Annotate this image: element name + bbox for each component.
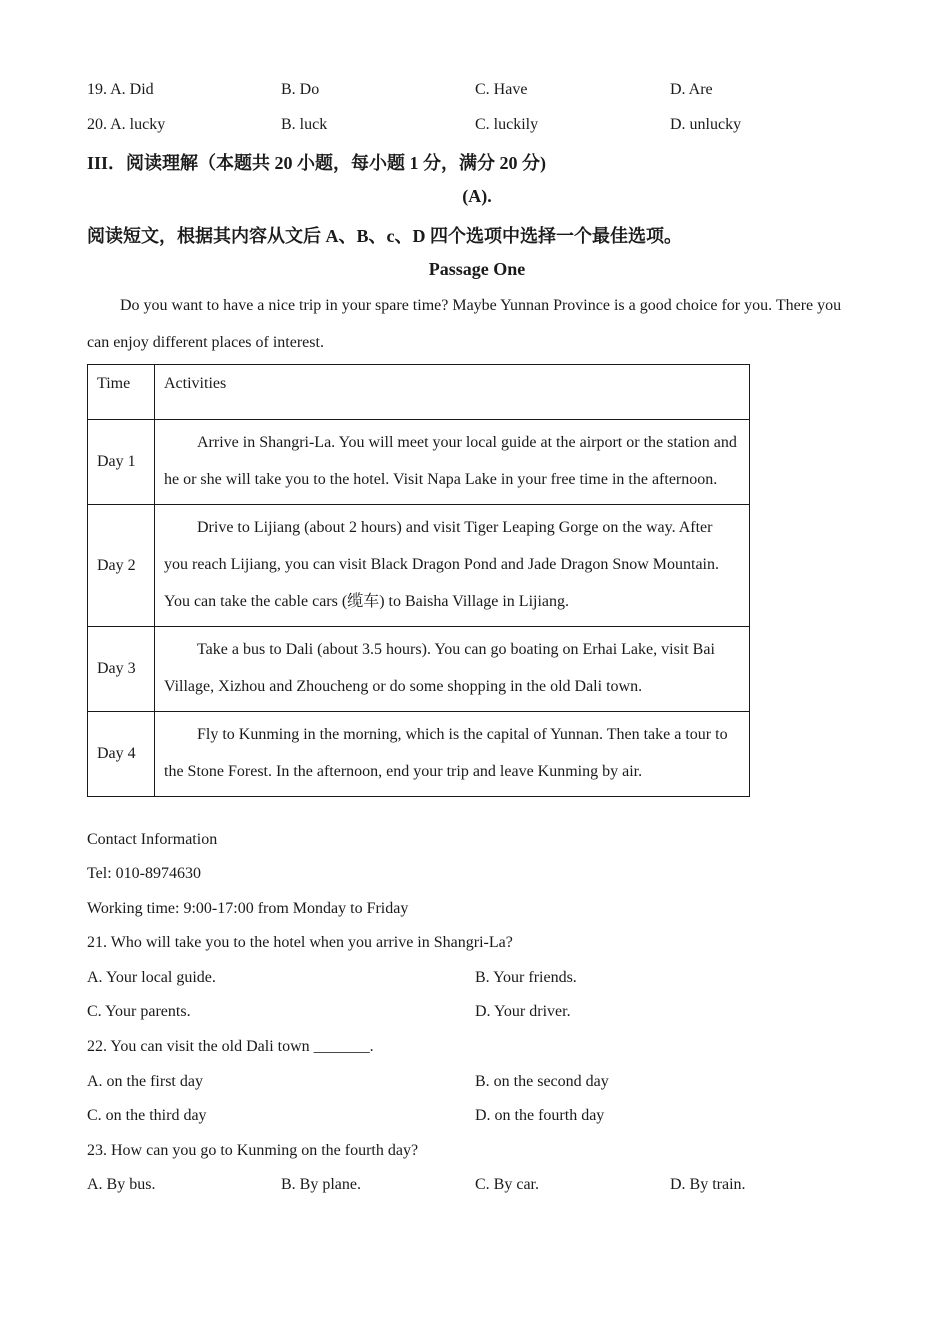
option-23-a: A. By bus.: [87, 1176, 156, 1193]
option-19-c: C. Have: [475, 81, 528, 98]
option-22-c: C. on the third day: [87, 1107, 207, 1124]
option-20-a: 20. A. lucky: [87, 116, 166, 133]
option-19-a: 19. A. Did: [87, 81, 154, 98]
day-activities: Arrive in Shangri-La. You will meet your local guide at the airport or the station and he or she will take you to the hotel. Visit Napa Lake in your free time in the afternoon.: [164, 434, 737, 488]
header-time: Time: [88, 365, 155, 420]
question-22-options-ab: [87, 1073, 867, 1097]
option-21-d: D. Your driver.: [475, 1003, 571, 1020]
option-19-b: B. Do: [281, 81, 320, 98]
option-22-a: A. on the first day: [87, 1073, 203, 1090]
table-row: [88, 505, 750, 627]
day-label: Day 2: [88, 505, 155, 627]
question-19-options: [87, 81, 867, 105]
question-23-options: [87, 1176, 867, 1200]
contact-heading: Contact Information: [87, 831, 218, 848]
table-row: [88, 420, 750, 505]
option-22-d: D. on the fourth day: [475, 1107, 605, 1124]
option-23-b: B. By plane.: [281, 1176, 361, 1193]
contact-hours: Working time: 9:00-17:00 from Monday to Friday: [87, 900, 409, 917]
option-21-b: B. Your friends.: [475, 969, 577, 986]
question-23-stem: 23. How can you go to Kunming on the fourth day?: [87, 1142, 419, 1159]
instruction: 阅读短文，根据其内容从文后 A、B、c、D 四个选项中选择一个最佳选项。: [87, 226, 682, 246]
day-label: Day 1: [88, 420, 155, 505]
table-row: [88, 627, 750, 712]
section-title: III．阅读理解（本题共 20 小题，每小题 1 分，满分 20 分): [87, 153, 547, 173]
option-23-c: C. By car.: [475, 1176, 539, 1193]
option-22-b: B. on the second day: [475, 1073, 609, 1090]
day-activities: Drive to Lijiang (about 2 hours) and visit Tiger Leaping Gorge on the way. After you reach Lijiang, you can visit Black Dragon Pond and Jade Dragon Snow Mountain. You can take the cable cars (缆车) to Baisha Village in Lijiang.: [164, 519, 719, 610]
option-23-d: D. By train.: [670, 1176, 746, 1193]
part-label: (A).: [462, 186, 492, 206]
table-header-row: [88, 365, 750, 420]
option-20-c: C. luckily: [475, 116, 539, 133]
question-22-options-cd: [87, 1107, 867, 1131]
option-20-b: B. luck: [281, 116, 328, 133]
day-label: Day 4: [88, 712, 155, 797]
day-activities: Take a bus to Dali (about 3.5 hours). You can go boating on Erhai Lake, visit Bai Village, Xizhou and Zhoucheng or do some shopping in the old Dali town.: [164, 641, 715, 695]
question-21-options-ab: [87, 969, 867, 993]
option-21-c: C. Your parents.: [87, 1003, 191, 1020]
intro-paragraph: Do you want to have a nice trip in your spare time? Maybe Yunnan Province is a good choice for you. There you can enjoy different places of interest.: [87, 297, 842, 351]
question-20-options: [87, 116, 867, 140]
passage-title: Passage One: [428, 259, 526, 279]
itinerary-table: [87, 364, 750, 797]
header-activities: Activities: [155, 365, 750, 420]
question-21-stem: 21. Who will take you to the hotel when you arrive in Shangri-La?: [87, 934, 513, 951]
option-21-a: A. Your local guide.: [87, 969, 216, 986]
day-label: Day 3: [88, 627, 155, 712]
contact-tel: Tel: 010-8974630: [87, 865, 201, 882]
question-21-options-cd: [87, 1003, 867, 1027]
question-22-stem: 22. You can visit the old Dali town _______.: [87, 1038, 374, 1055]
option-19-d: D. Are: [670, 81, 713, 98]
day-activities: Fly to Kunming in the morning, which is the capital of Yunnan. Then take a tour to the Stone Forest. In the afternoon, end your trip and leave Kunming by air.: [164, 726, 728, 780]
option-20-d: D. unlucky: [670, 116, 742, 133]
table-row: [88, 712, 750, 797]
